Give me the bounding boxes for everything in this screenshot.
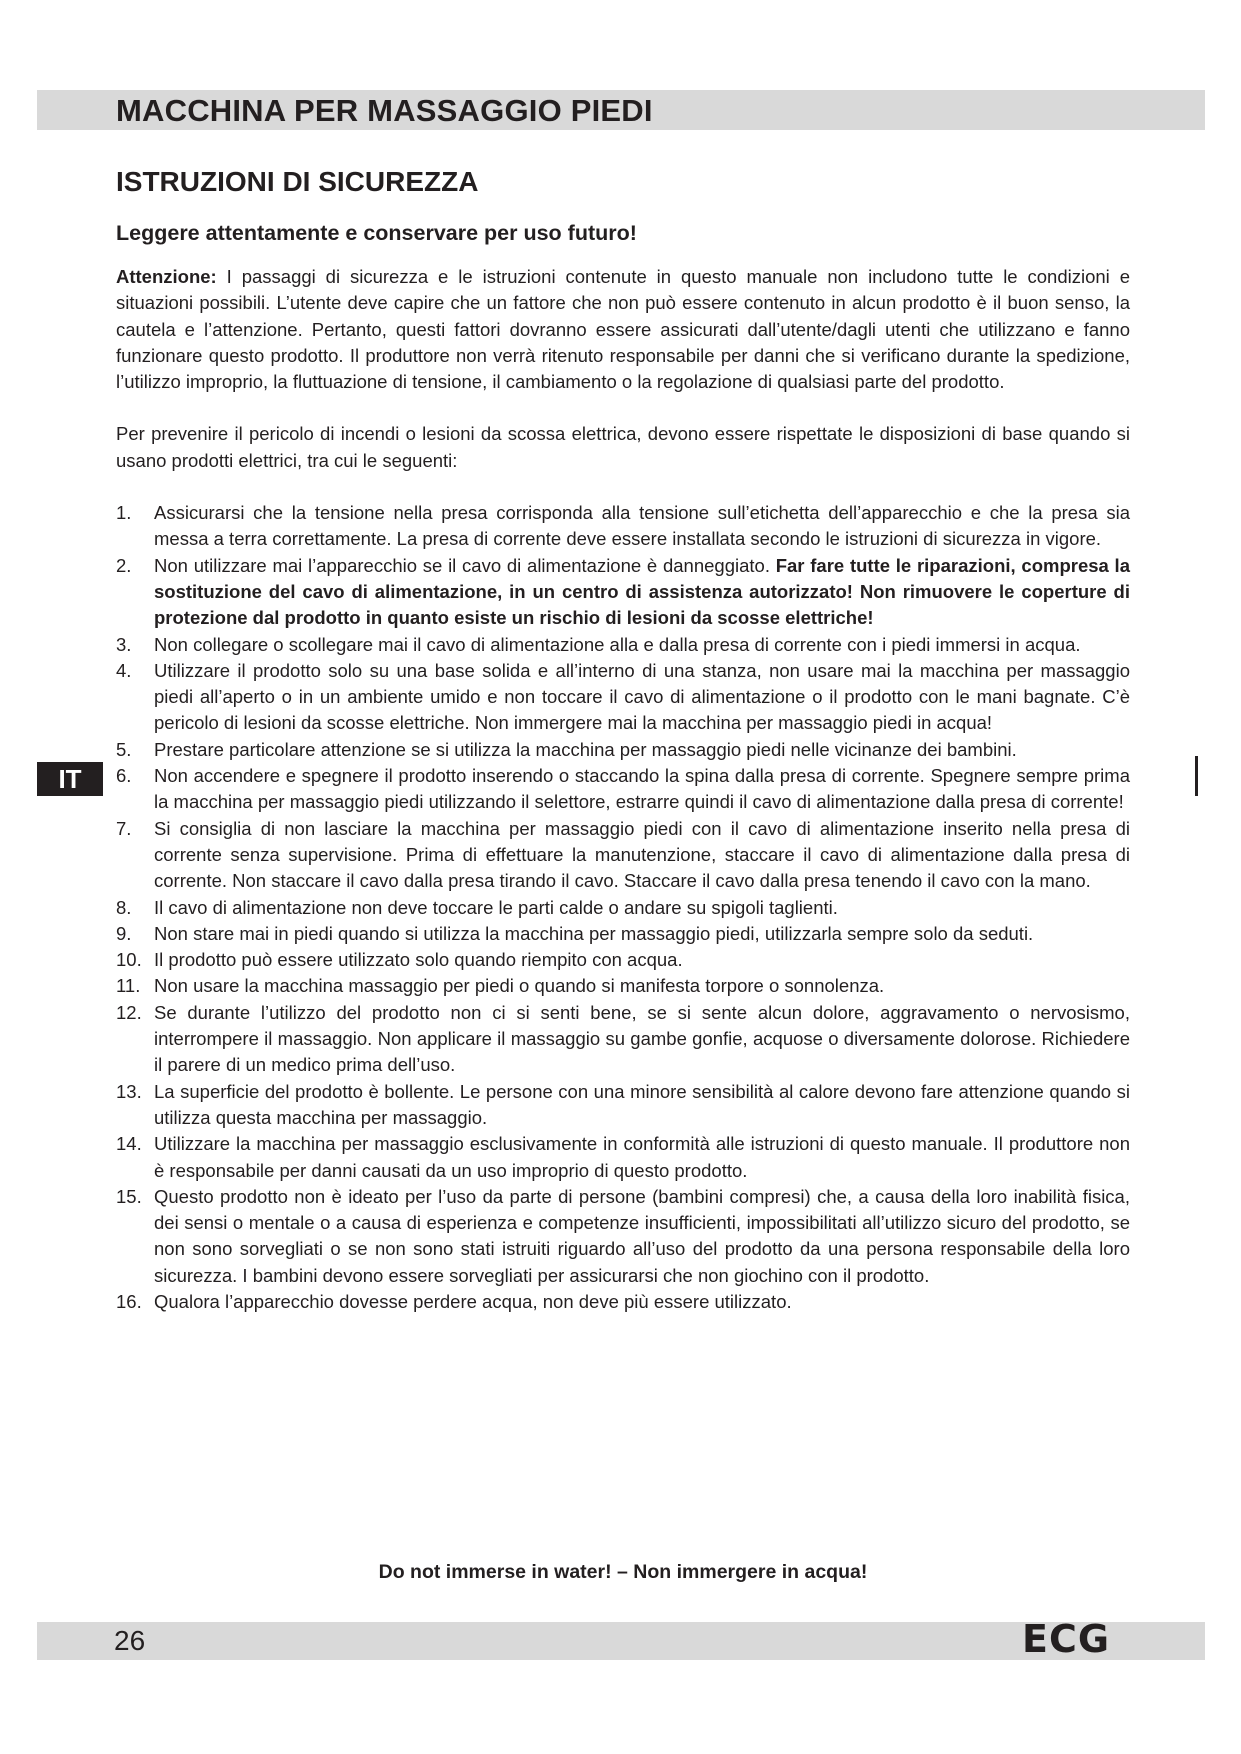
list-item-text: Questo prodotto non è ideato per l’uso da parte di persone (bambini compresi) che, a causa della loro inabilità fisica, dei sensi o mentale o a causa di esperienza e competenze insufficienti, impossibilitati all’utilizzo sicuro del prodotto, se non sono sorvegliati o se non sono stati istruiti riguardo all’uso del prodotto da una persona responsabile della loro sicurezza. I bambini devono essere sorvegliati per assicurarsi che non giochino con il prodotto. xyxy=(154,1185,1130,1286)
list-item-bold-text: Far fare tutte le riparazioni, compresa la sostituzione del cavo di alimentazione, in un centro di assistenza autorizzato! Non rimuovere le coperture di protezione dal prodotto in quanto esiste un rischio di lesioni da scosse elettriche! xyxy=(154,554,1130,629)
list-item-text: Utilizzare la macchina per massaggio esclusivamente in conformità alle istruzioni di questo manuale. Il produttore non è responsabile per danni causati da un uso improprio di questo prodotto. xyxy=(154,1133,1130,1181)
list-item-number: 12. xyxy=(116,1001,142,1023)
list-item xyxy=(116,1079,1130,1132)
list-item xyxy=(116,1184,1130,1289)
list-item-number: 15. xyxy=(116,1185,142,1207)
list-item xyxy=(116,1131,1130,1184)
list-item xyxy=(116,500,1130,553)
brand-logo: ECG xyxy=(1022,1617,1111,1661)
list-item xyxy=(116,658,1130,737)
attention-text: I passaggi di sicurezza e le istruzioni contenute in questo manuale non includono tutte le condizioni e situazioni possibili. L’utente deve capire che un fattore che non può essere contenuto in alcun prodotto è il buon senso, la cautela e l’attenzione. Pertanto, questi fattori dovranno essere assicurati dall’utente/dagli utenti che utilizzano e fanno funzionare questo prodotto. Il produttore non verrà ritenuto responsabile per danni che si verificano durante la spedizione, l’utilizzo improprio, la fluttuazione di tensione, il cambiamento o la regolazione di qualsiasi parte del prodotto. xyxy=(116,266,1130,393)
list-item-number: 5. xyxy=(116,738,132,760)
list-item-text: Non utilizzare mai l’apparecchio se il cavo di alimentazione è danneggiato. xyxy=(154,554,776,576)
list-item-text: Utilizzare il prodotto solo su una base solida e all’interno di una stanza, non usare mai la macchina per massaggio piedi all’aperto o in un ambiente umido e non toccare il cavo di alimentazione o il prodotto con le mani bagnate. C’è pericolo di lesioni da scosse elettriche. Non immergere mai la macchina per massaggio piedi in acqua! xyxy=(154,659,1130,734)
list-item-number: 16. xyxy=(116,1290,142,1312)
list-item xyxy=(116,737,1130,763)
list-item xyxy=(116,763,1130,816)
section-subtitle: Leggere attentamente e conservare per uso futuro! xyxy=(116,221,637,245)
margin-marker xyxy=(1195,756,1198,796)
list-item-number: 10. xyxy=(116,949,142,971)
list-item-number: 14. xyxy=(116,1133,142,1155)
document-body xyxy=(116,264,1130,1315)
section-title: ISTRUZIONI DI SICUREZZA xyxy=(116,166,479,197)
list-item-number: 11. xyxy=(116,975,141,997)
list-item-number: 9. xyxy=(116,922,132,944)
safety-rules-list xyxy=(116,500,1130,1315)
list-item xyxy=(116,816,1130,895)
list-item-number: 2. xyxy=(116,554,132,576)
list-item-text: Assicurarsi che la tensione nella presa corrisponda alla tensione sull’etichetta dell’apparecchio e che la presa sia messa a terra correttamente. La presa di corrente deve essere installata secondo le istruzioni di sicurezza in vigore. xyxy=(154,502,1130,550)
page-number: 26 xyxy=(114,1625,146,1656)
list-item xyxy=(116,632,1130,658)
list-item-text: Non collegare o scollegare mai il cavo di alimentazione alla e dalla presa di corrente con i piedi immersi in acqua. xyxy=(154,633,1081,655)
list-item-number: 1. xyxy=(116,502,132,524)
list-item xyxy=(116,947,1130,973)
list-item xyxy=(116,895,1130,921)
list-item xyxy=(116,553,1130,632)
list-item-text: Si consiglia di non lasciare la macchina per massaggio piedi con il cavo di alimentazione inserito nella presa di corrente senza supervisione. Prima di effettuare la manutenzione, staccare il cavo di alimentazione dalla presa di corrente. Non staccare il cavo dalla presa tirando il cavo. Staccare il cavo dalla presa tenendo il cavo con la mano. xyxy=(154,817,1130,892)
list-item-text: Se durante l’utilizzo del prodotto non ci si senti bene, se si sente alcun dolore, aggravamento o nervosismo, interrompere il massaggio. Non applicare il massaggio su gambe gonfie, acquose o diversamente dolorose. Richiedere il parere di un medico prima dell’uso. xyxy=(154,1001,1130,1076)
list-item-number: 8. xyxy=(116,896,132,918)
list-item xyxy=(116,1289,1130,1315)
prevention-paragraph: Per prevenire il pericolo di incendi o lesioni da scossa elettrica, devono essere rispettate le disposizioni di base quando si usano prodotti elettrici, tra cui le seguenti: xyxy=(116,423,1130,471)
list-item-text: Qualora l’apparecchio dovesse perdere acqua, non deve più essere utilizzato. xyxy=(154,1290,792,1312)
list-item xyxy=(116,1000,1130,1079)
attention-label: Attenzione: xyxy=(116,266,217,287)
list-item-number: 7. xyxy=(116,817,132,839)
list-item xyxy=(116,921,1130,947)
list-item-number: 6. xyxy=(116,765,132,787)
list-item-text: Non usare la macchina massaggio per piedi o quando si manifesta torpore o sonnolenza. xyxy=(154,975,885,997)
list-item-number: 13. xyxy=(116,1080,142,1102)
list-item-text: Non accendere e spegnere il prodotto inserendo o staccando la spina dalla presa di corrente. Spegnere sempre prima la macchina per massaggio piedi utilizzando il selettore, estrarre quindi il cavo di alimentazione dalla presa di corrente! xyxy=(154,765,1130,813)
list-item-text: Il prodotto può essere utilizzato solo quando riempito con acqua. xyxy=(154,949,683,971)
list-item xyxy=(116,973,1130,999)
page-title: MACCHINA PER MASSAGGIO PIEDI xyxy=(116,93,653,128)
language-tab: IT xyxy=(37,762,103,796)
attention-paragraph xyxy=(116,264,1130,395)
water-warning: Do not immerse in water! – Non immergere in acqua! xyxy=(378,1561,868,1583)
list-item-number: 4. xyxy=(116,659,132,681)
list-item-text: Prestare particolare attenzione se si utilizza la macchina per massaggio piedi nelle vicinanze dei bambini. xyxy=(154,738,1017,760)
list-item-text: La superficie del prodotto è bollente. Le persone con una minore sensibilità al calore devono fare attenzione quando si utilizza questa macchina per massaggio. xyxy=(154,1080,1130,1128)
list-item-text: Non stare mai in piedi quando si utilizza la macchina per massaggio piedi, utilizzarla sempre solo da seduti. xyxy=(154,922,1034,944)
list-item-text: Il cavo di alimentazione non deve toccare le parti calde o andare su spigoli taglienti. xyxy=(154,896,838,918)
list-item-number: 3. xyxy=(116,633,132,655)
